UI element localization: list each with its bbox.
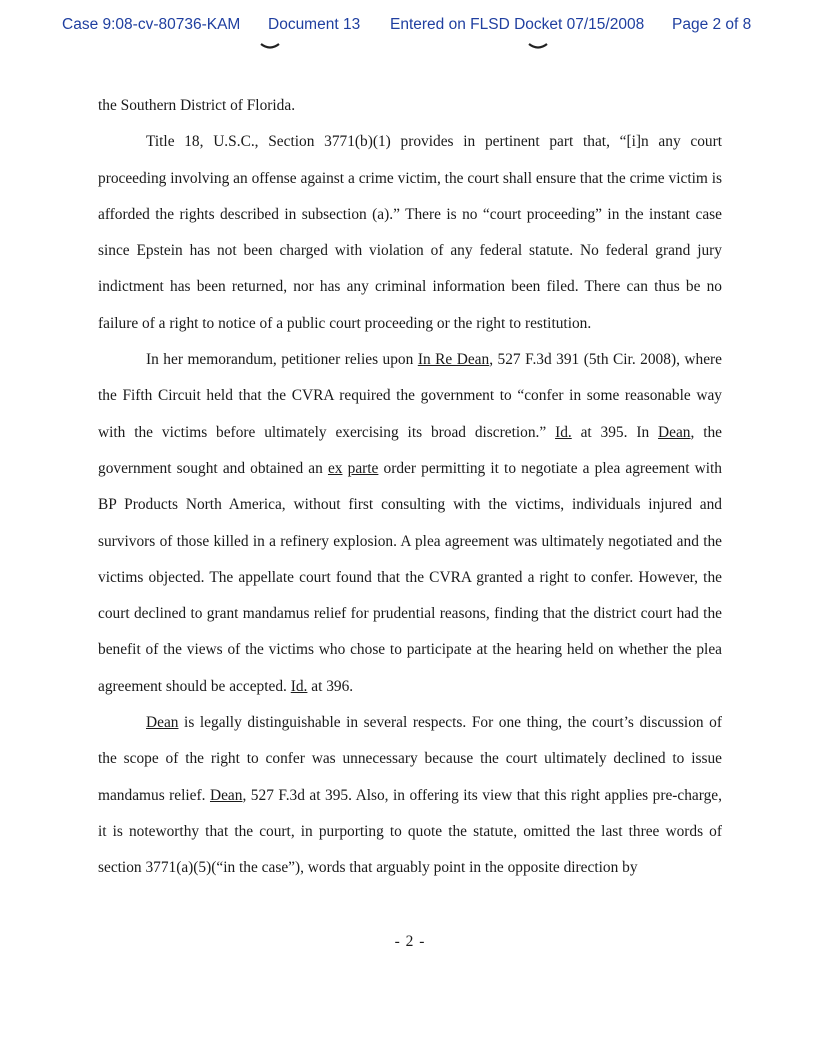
paragraph-1: the Southern District of Florida.	[98, 97, 296, 114]
case-number: Case 9:08-cv-80736-KAM	[62, 16, 241, 33]
latin-term: parte	[347, 459, 379, 477]
paragraph-3: In her memorandum, petitioner relies upon In Re Dean, 527 F.3d 391 (5th Cir. 2008), where the Fifth Circuit held that the CVRA required the government to “confer in some reasonable way with the victims before ultimately exercising its broad discretion.” Id. at 395. In Dean, the government sought and obtained an ex parte order permitting it to negotiate a plea agreement with BP Products North America, without first consulting with the victims, individuals injured and survivors of those killed in a refinery explosion. A plea agreement was ultimately negotiated and the victims objected. The appellate court found that the CVRA granted a right to confer. However, the court declined to grant mandamus relief for prudential reasons, finding that the district court had the benefit of the views of the victims who chose to participate at the hearing held on whether the plea agreement should be accepted. Id. at 396.	[98, 351, 723, 695]
scan-mark-left	[260, 42, 280, 52]
scan-mark-right	[528, 42, 548, 52]
document-number: Document 13	[268, 16, 361, 33]
paragraph-2: Title 18, U.S.C., Section 3771(b)(1) provides in pertinent part that, “[i]n any court proceeding involving an offense against a crime victim, the court shall ensure that the crime victim is afforded the rights described in subsection (a).” There is no “court proceeding” in the instant case since Epstein has not been charged with violation of any federal statute. No federal grand jury indictment has been returned, nor has any criminal information been filed. There can thus be no failure of a right to notice of a public court proceeding or the right to restitution.	[98, 133, 722, 332]
case-citation: Dean	[658, 423, 691, 441]
case-citation: In Re Dean	[417, 351, 490, 369]
id-citation: Id.	[290, 677, 308, 695]
page-number: - 2 -	[394, 933, 426, 950]
page-count: Page 2 of 8	[672, 16, 752, 33]
docket-header	[0, 16, 820, 36]
id-citation: Id.	[555, 423, 572, 441]
latin-term: ex	[327, 459, 343, 477]
case-citation: Dean	[209, 786, 243, 804]
docket-entry-date: Entered on FLSD Docket 07/15/2008	[390, 16, 645, 33]
paragraph-4: Dean is legally distinguishable in several respects. For one thing, the court’s discussion of the scope of the right to confer was unnecessary because the court ultimately declined to issue mandamus relief. Dean, 527 F.3d at 395. Also, in offering its view that this right applies pre-charge, it is noteworthy that the court, in purporting to quote the statute, omitted the last three words of section 3771(a)(5)(“in the case”), words that arguably point in the opposite direction by	[98, 714, 722, 877]
case-citation: Dean	[146, 714, 179, 732]
document-body	[98, 88, 722, 887]
